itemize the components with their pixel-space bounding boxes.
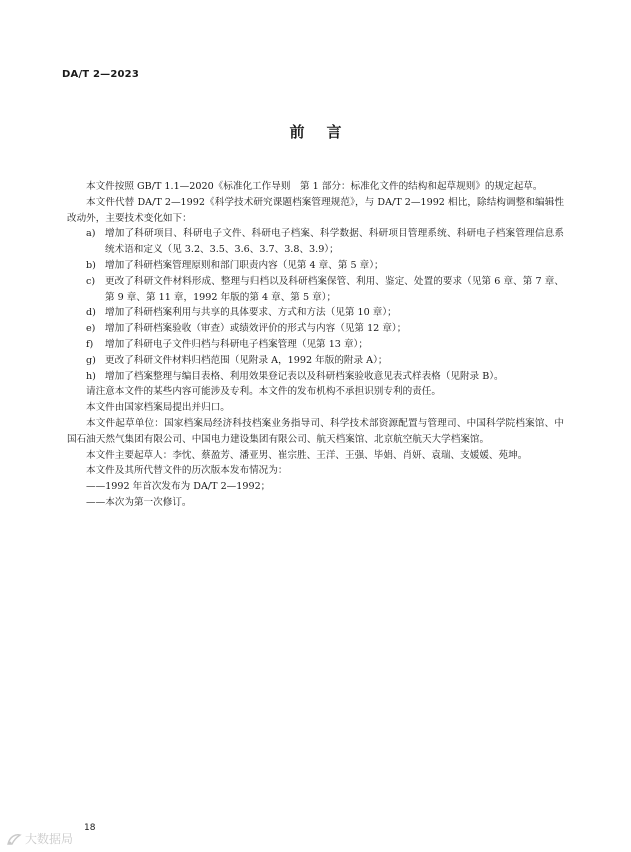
document-code: DA/T 2—2023	[62, 69, 139, 80]
page-title: 前言	[289, 123, 364, 141]
proposer-statement: 本文件由国家档案局提出并归口。	[86, 402, 230, 414]
list-item-text: 增加了科研档案管理原则和部门职责内容（见第 4 章、第 5 章）；	[105, 259, 384, 271]
list-item-text: 增加了档案整理与编目表格、利用效果登记表以及科研档案验收意见表式样表格（见附录 B）。	[105, 370, 504, 382]
list-item	[67, 353, 564, 369]
list-item	[67, 258, 564, 274]
list-item-mark: f)	[86, 338, 94, 350]
list-item	[67, 226, 564, 258]
paragraph-replacement: 本文件代替 DA/T 2—1992《科学技术研究课题档案管理规范》，与 DA/T 2—1992 相比，除结构调整和编辑性改动外，主要技术变化如下：	[67, 196, 564, 224]
watermark-text: 大数据局	[25, 832, 74, 846]
list-item-mark: c)	[86, 275, 96, 287]
list-item-text: 更改了科研文件材料归档范围（见附录 A，1992 年版的附录 A）；	[105, 354, 388, 366]
list-item-mark: d)	[86, 307, 96, 319]
list-item	[67, 321, 564, 337]
list-item-mark: b)	[86, 259, 96, 271]
history-item-revision: ——本次为第一次修订。	[86, 496, 192, 508]
list-item-mark: h)	[86, 370, 96, 382]
list-item-text: 更改了科研文件材料形成、整理与归档以及科研档案保管、利用、鉴定、处置的要求（见第 6 章、第 7 章、第 9 章、第 11 章，1992 年版的第 4 章、第 5 章）；	[105, 275, 564, 303]
watermark	[6, 830, 73, 847]
list-item-text: 增加了科研项目、科研电子文件、科研电子档案、科学数据、科研项目管理系统、科研电子档案管理信息系统术语和定义（见 3.2、3.5、3.6、3.7、3.8、3.9）；	[105, 228, 564, 256]
list-item-mark: a)	[86, 228, 96, 240]
list-item-mark: g)	[86, 354, 96, 366]
list-item	[67, 369, 564, 385]
drafting-units: 本文件起草单位：国家档案局经济科技档案业务指导司、科学技术部资源配置与管理司、中国科学院档案馆、中国石油天然气集团有限公司、中国电力建设集团有限公司、航天档案馆、北京航空航天大学档案馆。	[67, 417, 564, 445]
watermark-logo-icon	[6, 832, 22, 846]
document-body	[67, 179, 564, 511]
list-item-text: 增加了科研电子文件归档与科研电子档案管理（见第 13 章）；	[105, 338, 368, 350]
drafters: 本文件主要起草人：李忱、蔡盈芳、潘亚男、崔宗胜、王洋、王强、毕娟、肖妍、袁瑞、支媛媛、苑坤。	[86, 449, 528, 461]
list-item	[67, 305, 564, 321]
history-intro: 本文件及其所代替文件的历次版本发布情况为：	[86, 465, 288, 477]
history-item-1992: ——1992 年首次发布为 DA/T 2—1992；	[86, 481, 271, 493]
list-item-text: 增加了科研档案验收（审查）或绩效评价的形式与内容（见第 12 章）；	[105, 323, 407, 335]
list-item-mark: e)	[86, 323, 96, 335]
list-item	[67, 274, 564, 306]
list-item	[67, 337, 564, 353]
patent-notice: 请注意本文件的某些内容可能涉及专利。本文件的发布机构不承担识别专利的责任。	[86, 386, 441, 398]
list-item-text: 增加了科研档案利用与共享的具体要求、方式和方法（见第 10 章）；	[105, 307, 397, 319]
paragraph-drafting-basis: 本文件按照 GB/T 1.1—2020《标准化工作导则 第 1 部分：标准化文件的结构和起草规则》的规定起草。	[86, 181, 543, 192]
page-number: 18	[84, 823, 96, 833]
changes-list	[67, 226, 564, 384]
